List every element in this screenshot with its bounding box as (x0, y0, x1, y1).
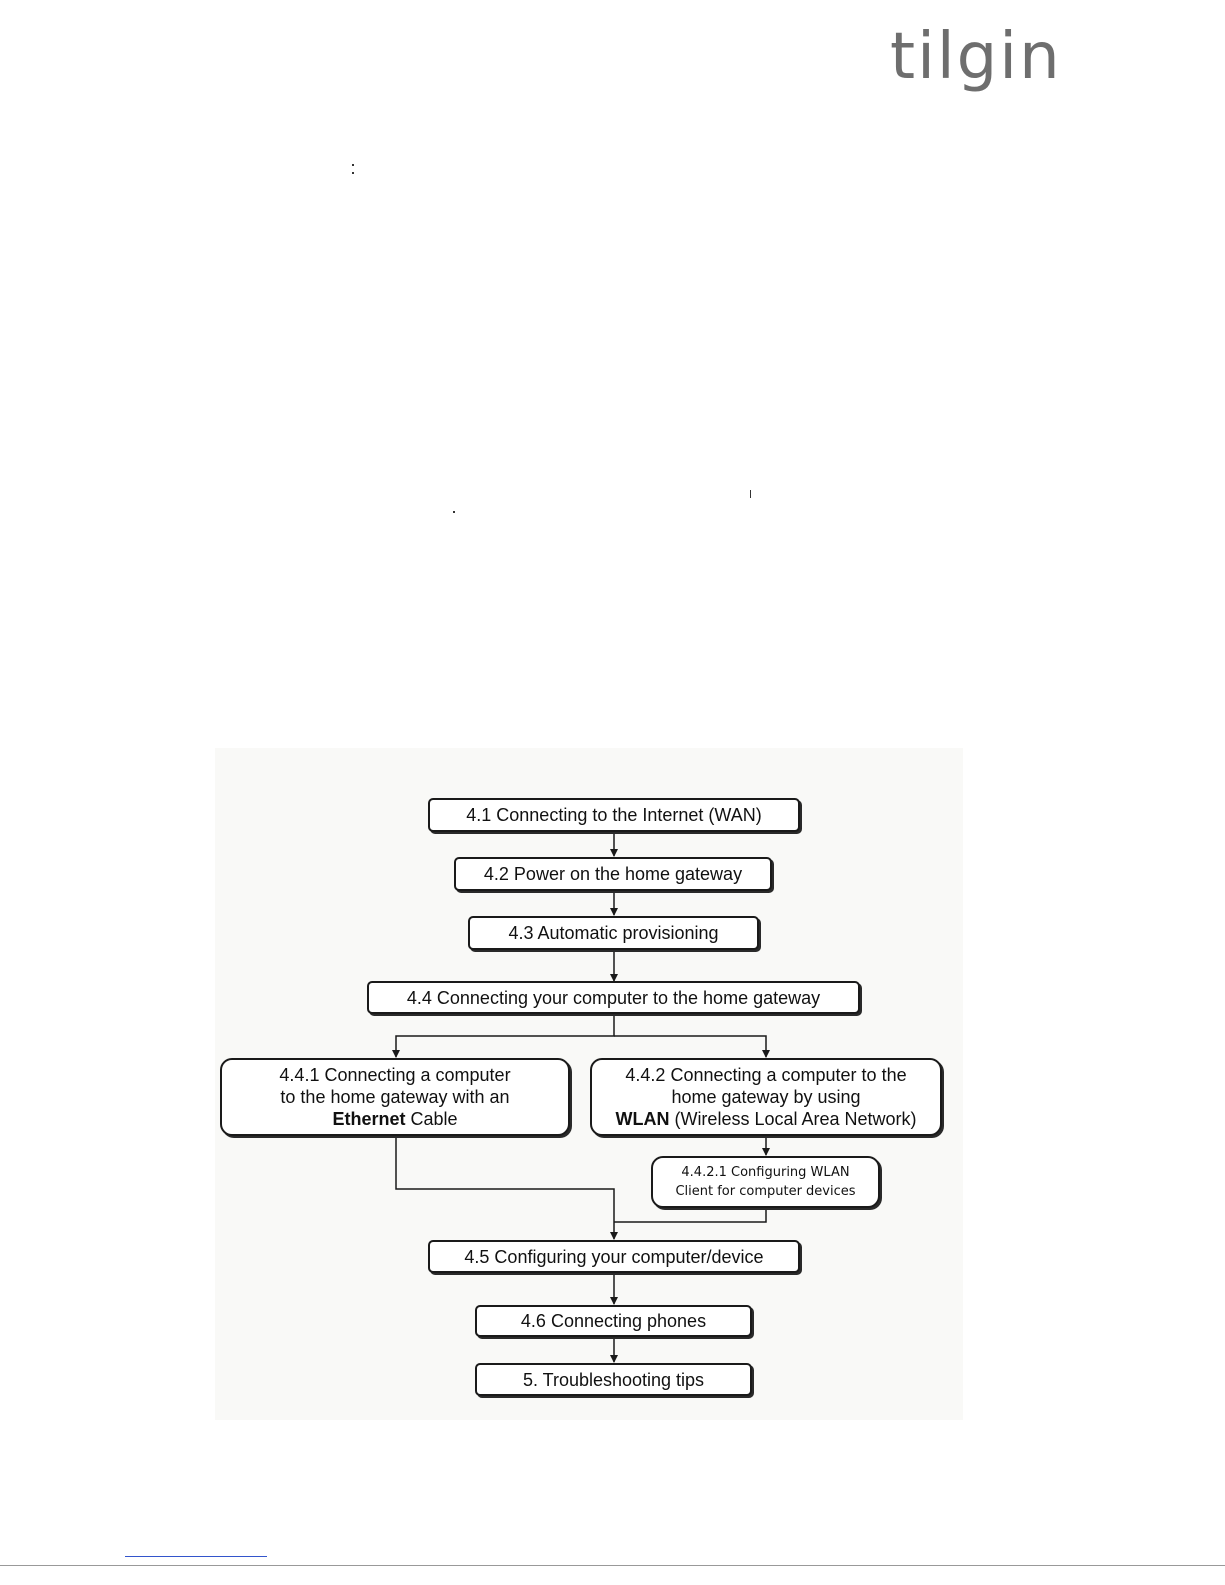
node-label-bold: Ethernet (332, 1109, 406, 1129)
flow-node-4-1 (428, 798, 800, 832)
footnote-rule (125, 1556, 267, 1557)
flow-node-4-2 (454, 857, 772, 891)
edge-44-split (396, 1014, 614, 1057)
flow-node-4-4-1 (220, 1058, 570, 1136)
node-label-line: to the home gateway with an (280, 1087, 510, 1107)
node-label: 4.4 Connecting your computer to the home gateway (406, 987, 821, 1008)
flow-node-4-4-2 (590, 1058, 942, 1136)
edge-44-442 (614, 1036, 766, 1057)
flow-node-4-4-2-1 (651, 1156, 880, 1208)
node-label: 4.5 Configuring your computer/device (464, 1246, 764, 1267)
flow-node-5 (475, 1363, 752, 1396)
node-label-line: Client for computer devices (675, 1184, 856, 1199)
page-edge (0, 1565, 1225, 1566)
edge-4421-45 (614, 1208, 766, 1222)
node-label-line: 4.4.2.1 Configuring WLAN (681, 1165, 850, 1180)
tilgin-logo: tilgin (890, 20, 1062, 94)
flow-node-4-5 (428, 1240, 800, 1273)
node-label-line: (Wireless Local Area Network) (669, 1109, 917, 1129)
flow-node-4-3 (468, 916, 759, 950)
node-label-line: Cable (405, 1109, 458, 1129)
flow-node-4-4 (367, 981, 860, 1014)
node-label: 4.3 Automatic provisioning (508, 923, 719, 943)
node-label-bold: WLAN (615, 1109, 670, 1129)
edge-441-45 (396, 1136, 614, 1239)
node-label: 4.2 Power on the home gateway (483, 864, 743, 884)
flow-node-4-6 (475, 1305, 752, 1337)
node-label-line: 4.4.1 Connecting a computer (279, 1065, 511, 1085)
node-label-line: home gateway by using (671, 1087, 861, 1107)
node-label-line: 4.4.2 Connecting a computer to the (625, 1065, 907, 1085)
node-label: 4.6 Connecting phones (520, 1311, 707, 1331)
node-label: 4.1 Connecting to the Internet (WAN) (466, 805, 762, 825)
node-label: 5. Troubleshooting tips (522, 1369, 705, 1390)
